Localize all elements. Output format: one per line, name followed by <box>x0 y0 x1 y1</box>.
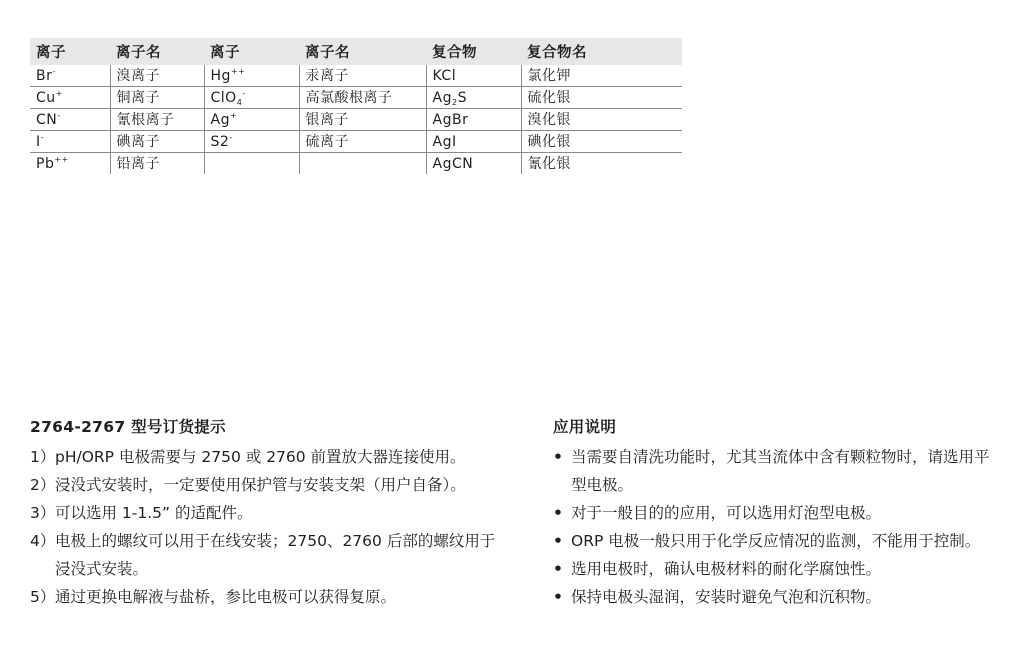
table-cell <box>299 65 426 87</box>
table-cell <box>204 87 299 109</box>
superscript: + <box>55 88 63 98</box>
cell-text: Cu <box>36 89 56 106</box>
table-row <box>30 109 682 131</box>
cell-text: 银离子 <box>305 111 349 128</box>
header-compound: 复合物 <box>426 38 521 65</box>
table-cell <box>110 65 204 87</box>
list-item <box>553 583 998 611</box>
cell-text: 硫化银 <box>527 89 571 106</box>
table-cell <box>521 153 682 175</box>
item-text: pH/ORP 电极需要与 2750 或 2760 前置放大器连接使用。 <box>55 448 466 466</box>
list-item <box>30 499 500 527</box>
table-cell <box>204 153 299 175</box>
table-row <box>30 65 682 87</box>
bullet-icon: • <box>553 560 563 578</box>
cell-text: Ag <box>432 89 452 106</box>
list-item <box>553 555 998 583</box>
item-text: 选用电极时，确认电极材料的耐化学腐蚀性。 <box>571 560 882 578</box>
superscript: - <box>229 132 233 142</box>
list-item <box>30 471 500 499</box>
item-text: 通过更换电解液与盐桥，参比电极可以获得复原。 <box>55 588 397 606</box>
table-cell <box>299 131 426 153</box>
ion-compound-table <box>30 38 682 174</box>
ordering-notes-section <box>30 415 500 611</box>
table-cell <box>204 109 299 131</box>
cell-text: Pb <box>36 155 55 172</box>
list-item <box>30 583 500 611</box>
list-item <box>553 527 998 555</box>
table-cell <box>426 87 521 109</box>
cell-text: I <box>36 133 41 150</box>
table-cell <box>30 87 110 109</box>
ordering-notes-list <box>30 443 500 611</box>
cell-text: 硫离子 <box>305 133 349 150</box>
header-ion-name: 离子名 <box>299 38 426 65</box>
table-cell <box>30 65 110 87</box>
table-cell <box>426 109 521 131</box>
table-row <box>30 87 682 109</box>
cell-text: CN <box>36 111 58 128</box>
item-text: 可以选用 1-1.5” 的适配件。 <box>55 504 253 522</box>
cell-text-suffix: S <box>457 89 467 106</box>
subscript: 4 <box>236 97 243 107</box>
item-number: 1） <box>30 448 56 466</box>
table-cell <box>110 87 204 109</box>
item-number: 5） <box>30 588 56 606</box>
cell-text: 氯化钾 <box>527 67 571 84</box>
subscript: 2 <box>451 97 458 107</box>
table-body <box>30 65 682 174</box>
superscript: - <box>52 66 56 76</box>
table-cell <box>426 65 521 87</box>
cell-text: 铅离子 <box>116 155 160 172</box>
header-ion: 离子 <box>30 38 110 65</box>
table-cell <box>521 131 682 153</box>
table-cell <box>30 131 110 153</box>
table-header-row <box>30 38 682 65</box>
header-ion-name: 离子名 <box>110 38 204 65</box>
bullet-icon: • <box>553 448 563 466</box>
application-notes-title: 应用说明 <box>553 418 617 436</box>
table-cell <box>521 87 682 109</box>
table-cell <box>204 131 299 153</box>
cell-text: Hg <box>210 67 231 84</box>
table-cell <box>299 109 426 131</box>
superscript: ++ <box>54 154 69 164</box>
table-row <box>30 131 682 153</box>
cell-text: 高氯酸根离子 <box>305 89 393 106</box>
superscript: - <box>57 110 61 120</box>
cell-text: S2 <box>210 133 230 150</box>
item-text: 保持电极头湿润，安装时避免气泡和沉积物。 <box>571 588 882 606</box>
table-cell <box>426 153 521 175</box>
table-cell <box>30 109 110 131</box>
table-cell <box>521 65 682 87</box>
header-compound-name: 复合物名 <box>521 38 682 65</box>
table-cell <box>30 153 110 175</box>
cell-text: 碘离子 <box>116 133 160 150</box>
cell-text: KCl <box>432 67 457 84</box>
header-ion: 离子 <box>204 38 299 65</box>
bullet-icon: • <box>553 532 563 550</box>
superscript: ++ <box>230 66 246 76</box>
cell-text: ClO <box>210 89 237 106</box>
cell-text: AgI <box>432 133 457 150</box>
application-notes-section <box>553 415 998 611</box>
list-item <box>30 443 500 471</box>
table-cell <box>521 109 682 131</box>
item-text: 浸没式安装时，一定要使用保护管与安装支架（用户自备）。 <box>55 476 466 494</box>
bullet-icon: • <box>553 588 563 606</box>
table-cell <box>426 131 521 153</box>
item-number: 2） <box>30 476 56 494</box>
table-cell <box>110 109 204 131</box>
cell-text: 铜离子 <box>116 89 160 106</box>
superscript: + <box>229 110 238 120</box>
superscript: - <box>242 88 246 98</box>
item-text: 对于一般目的的应用，可以选用灯泡型电极。 <box>571 504 882 522</box>
application-notes-list <box>553 443 998 611</box>
item-number: 4） <box>30 532 56 550</box>
item-text: ORP 电极一般只用于化学反应情况的监测，不能用于控制。 <box>571 532 981 550</box>
cell-text: 溴化银 <box>527 111 571 128</box>
table-row <box>30 153 682 175</box>
cell-text: 汞离子 <box>305 67 349 84</box>
table-cell <box>204 65 299 87</box>
list-item <box>553 499 998 527</box>
cell-text: 氰根离子 <box>116 111 175 128</box>
list-item <box>553 443 998 499</box>
item-text: 电极上的螺纹可以用于在线安装；2750、2760 后部的螺纹用于浸没式安装。 <box>55 532 496 578</box>
list-item <box>30 527 500 583</box>
table-cell <box>299 153 426 175</box>
table-cell <box>299 87 426 109</box>
ordering-notes-title: 2764-2767 型号订货提示 <box>30 418 226 436</box>
cell-text: 溴离子 <box>116 67 160 84</box>
cell-text: AgCN <box>432 155 474 172</box>
bullet-icon: • <box>553 504 563 522</box>
cell-text: Br <box>36 67 53 84</box>
item-text: 当需要自清洗功能时，尤其当流体中含有颗粒物时，请选用平型电极。 <box>571 448 990 494</box>
table-cell <box>110 131 204 153</box>
table-cell <box>110 153 204 175</box>
cell-text: AgBr <box>432 111 469 128</box>
superscript: - <box>40 132 45 142</box>
cell-text: Ag <box>210 111 230 128</box>
cell-text: 氰化银 <box>527 155 571 172</box>
item-number: 3） <box>30 504 56 522</box>
cell-text: 碘化银 <box>527 133 571 150</box>
